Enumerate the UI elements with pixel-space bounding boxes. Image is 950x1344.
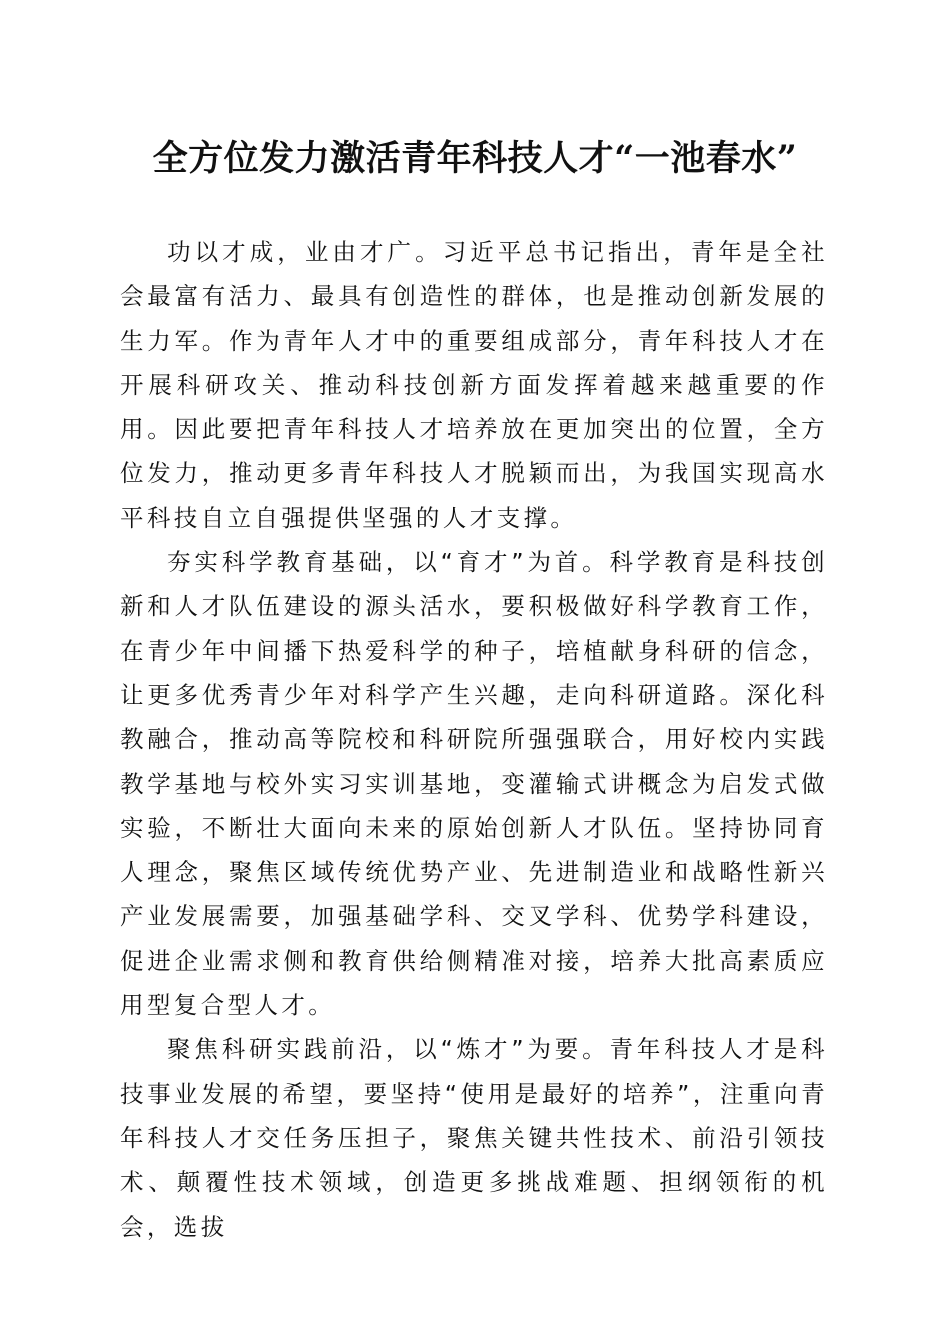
paragraph-2: 夯实科学教育基础，以“育才”为首。科学教育是科技创新和人才队伍建设的源头活水，要积极做好科学教育工作，在青少年中间播下热爱科学的种子，培植献身科研的信念，让更多优秀青少年对科学产生兴趣，走向科研道路。深化科教融合，推动高等院校和科研院所强强联合，用好校内实践教学基地与校外实习实训基地，变灌输式讲概念为启发式做实验，不断壮大面向未来的原始创新人才队伍。坚持协同育人理念，聚焦区域传统优势产业、先进制造业和战略性新兴产业发展需要，加强基础学科、交叉学科、优势学科建设，促进企业需求侧和教育供给侧精准对接，培养大批高素质应用型复合型人才。 bbox=[120, 548, 828, 1020]
document-title: 全方位发力激活青年科技人才“一池春水” bbox=[152, 138, 798, 179]
document-body bbox=[120, 230, 828, 1249]
paragraph-1: 功以才成，业由才广。习近平总书记指出，青年是全社会最富有活力、最具有创造性的群体，也是推动创新发展的生力军。作为青年人才中的重要组成部分，青年科技人才在开展科研攻关、推动科技创新方面发挥着越来越重要的作用。因此要把青年科技人才培养放在更加突出的位置，全方位发力，推动更多青年科技人才脱颖而出，为我国实现高水平科技自立自强提供坚强的人才支撑。 bbox=[120, 238, 828, 532]
paragraph-3: 聚焦科研实践前沿，以“炼才”为要。青年科技人才是科技事业发展的希望，要坚持“使用是最好的培养”，注重向青年科技人才交任务压担子，聚焦关键共性技术、前沿引领技术、颠覆性技术领域，创造更多挑战难题、担纲领衔的机会，选拔 bbox=[120, 1035, 828, 1241]
